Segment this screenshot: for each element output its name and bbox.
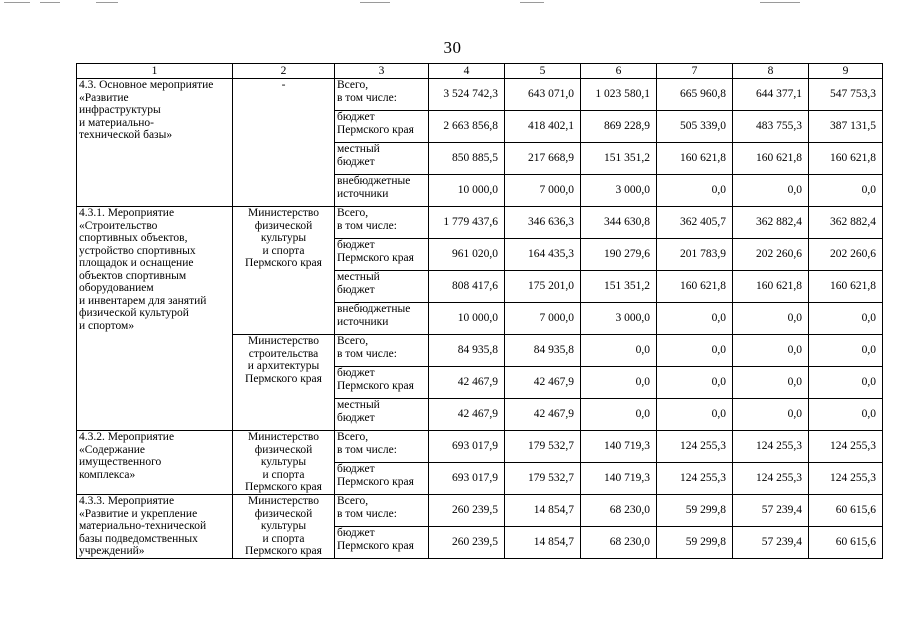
amount-cell: 14 854,7: [505, 527, 581, 559]
funding-source-line: местный: [337, 271, 380, 283]
amount-cell: 643 071,0: [505, 79, 581, 111]
amount-cell: 57 239,4: [733, 495, 809, 527]
amount-cell: 124 255,3: [733, 431, 809, 463]
amount-cell: 1 779 437,6: [429, 207, 505, 239]
column-number-cell: 4: [429, 64, 505, 79]
funding-source-cell: [335, 367, 429, 399]
funding-source-line: в том числе:: [337, 507, 397, 520]
responsible-executor-line: культуры: [260, 520, 307, 532]
funding-source-line: Всего,: [337, 495, 369, 507]
amount-cell: 124 255,3: [733, 463, 809, 495]
funding-source-line: Пермского края: [337, 539, 414, 552]
funding-source-line: в том числе:: [337, 347, 397, 360]
amount-cell: 151 351,2: [581, 271, 657, 303]
scan-top-marks: [0, 0, 905, 6]
responsible-executor-line: Пермского края: [245, 545, 322, 557]
responsible-executor-line: и спорта: [262, 532, 305, 545]
responsible-executor-line: Пермского края: [245, 481, 322, 493]
amount-cell: 362 882,4: [733, 207, 809, 239]
amount-cell: 362 882,4: [809, 207, 883, 239]
amount-cell: 42 467,9: [429, 367, 505, 399]
funding-source-cell: [335, 143, 429, 175]
funding-source-line: Всего,: [337, 431, 369, 443]
activity-name-line: и инвентарем для занятий: [79, 294, 207, 307]
activity-name-cell: [77, 207, 233, 431]
table-row: [77, 207, 883, 239]
amount-cell: 124 255,3: [657, 431, 733, 463]
amount-cell: 217 668,9: [505, 143, 581, 175]
activity-name-line: физической культурой: [79, 307, 189, 319]
funding-source-cell: [335, 303, 429, 335]
amount-cell: 0,0: [809, 175, 883, 207]
funding-source-line: Пермского края: [337, 475, 414, 488]
amount-cell: 346 636,3: [505, 207, 581, 239]
funding-source-cell: [335, 111, 429, 143]
amount-cell: 0,0: [657, 335, 733, 367]
amount-cell: 151 351,2: [581, 143, 657, 175]
funding-source-cell: [335, 175, 429, 207]
activity-name-cell: [77, 431, 233, 495]
amount-cell: 7 000,0: [505, 303, 581, 335]
amount-cell: 0,0: [809, 367, 883, 399]
amount-cell: 0,0: [657, 399, 733, 431]
amount-cell: 0,0: [581, 399, 657, 431]
table-row: [77, 495, 883, 527]
activity-name-line: площадок и оснащение: [79, 257, 194, 269]
funding-source-line: бюджет: [337, 155, 375, 168]
funding-source-cell: [335, 399, 429, 431]
funding-source-line: бюджет: [337, 527, 375, 539]
amount-cell: 124 255,3: [809, 463, 883, 495]
activity-name-line: спортивных объектов,: [79, 232, 188, 244]
amount-cell: 3 524 742,3: [429, 79, 505, 111]
funding-source-line: бюджет: [337, 111, 375, 123]
amount-cell: 68 230,0: [581, 495, 657, 527]
amount-cell: 202 260,6: [733, 239, 809, 271]
amount-cell: 160 621,8: [809, 143, 883, 175]
amount-cell: 14 854,7: [505, 495, 581, 527]
amount-cell: 0,0: [657, 367, 733, 399]
amount-cell: 175 201,0: [505, 271, 581, 303]
funding-source-cell: [335, 335, 429, 367]
activity-name-line: комплекса»: [79, 468, 136, 481]
funding-source-line: бюджет: [337, 411, 375, 424]
amount-cell: 0,0: [733, 303, 809, 335]
responsible-executor-line: -: [281, 79, 286, 91]
activity-name-line: имущественного: [79, 456, 162, 468]
column-number-cell: 8: [733, 64, 809, 79]
amount-cell: 505 339,0: [657, 111, 733, 143]
activity-name-line: устройство спортивных: [79, 244, 196, 257]
page-number: 30: [443, 38, 462, 57]
amount-cell: 0,0: [733, 175, 809, 207]
responsible-executor-line: Министерство: [248, 207, 319, 219]
funding-source-cell: [335, 463, 429, 495]
amount-cell: 42 467,9: [429, 399, 505, 431]
activity-name-line: 4.3. Основное мероприятие: [79, 79, 214, 91]
funding-source-line: бюджет: [337, 367, 375, 379]
responsible-executor-line: и архитектуры: [247, 360, 320, 372]
responsible-executor-line: Министерство: [248, 335, 319, 347]
responsible-executor-line: Пермского края: [245, 372, 322, 385]
funding-source-line: Всего,: [337, 335, 369, 347]
activity-name-cell: [77, 79, 233, 207]
amount-cell: 693 017,9: [429, 431, 505, 463]
funding-source-line: местный: [337, 399, 380, 411]
amount-cell: 0,0: [657, 303, 733, 335]
funding-source-line: в том числе:: [337, 219, 397, 232]
responsible-executor-cell: [233, 335, 335, 431]
activity-name-line: технической базы»: [79, 129, 173, 141]
amount-cell: 869 228,9: [581, 111, 657, 143]
amount-cell: 2 663 856,8: [429, 111, 505, 143]
amount-cell: 850 885,5: [429, 143, 505, 175]
activity-name-line: 4.3.3. Мероприятие: [79, 495, 175, 507]
activity-name-line: 4.3.1. Мероприятие: [79, 207, 175, 219]
amount-cell: 0,0: [581, 367, 657, 399]
amount-cell: 60 615,6: [809, 527, 883, 559]
funding-source-line: бюджет: [337, 283, 375, 296]
amount-cell: 59 299,8: [657, 495, 733, 527]
amount-cell: 0,0: [733, 367, 809, 399]
column-number-cell: 3: [335, 64, 429, 79]
activity-name-line: 4.3.2. Мероприятие: [79, 431, 175, 443]
funding-source-cell: [335, 271, 429, 303]
amount-cell: 124 255,3: [657, 463, 733, 495]
amount-cell: 7 000,0: [505, 175, 581, 207]
funding-source-line: внебюджетные: [337, 303, 411, 315]
amount-cell: 179 532,7: [505, 463, 581, 495]
amount-cell: 160 621,8: [809, 271, 883, 303]
amount-cell: 344 630,8: [581, 207, 657, 239]
responsible-executor-line: культуры: [260, 456, 307, 468]
funding-source-line: внебюджетные: [337, 175, 411, 187]
column-number-cell: 2: [233, 64, 335, 79]
responsible-executor-line: физической: [254, 443, 313, 456]
amount-cell: 160 621,8: [733, 271, 809, 303]
table-row: [77, 431, 883, 463]
amount-cell: 140 719,3: [581, 463, 657, 495]
column-number-cell: 7: [657, 64, 733, 79]
responsible-executor-line: и спорта: [262, 244, 305, 257]
amount-cell: 160 621,8: [657, 271, 733, 303]
responsible-executor-cell: [233, 79, 335, 207]
activity-name-line: объектов спортивным: [79, 269, 187, 282]
amount-cell: 665 960,8: [657, 79, 733, 111]
amount-cell: 84 935,8: [429, 335, 505, 367]
activity-name-line: базы подведомственных: [79, 532, 198, 545]
activity-name-line: «Строительство: [79, 219, 158, 232]
amount-cell: 202 260,6: [809, 239, 883, 271]
amount-cell: 59 299,8: [657, 527, 733, 559]
amount-cell: 140 719,3: [581, 431, 657, 463]
responsible-executor-cell: [233, 207, 335, 335]
activity-name-line: «Содержание: [79, 443, 146, 456]
amount-cell: 84 935,8: [505, 335, 581, 367]
amount-cell: 201 783,9: [657, 239, 733, 271]
funding-source-line: в том числе:: [337, 443, 397, 456]
financing-table: [76, 63, 883, 559]
amount-cell: 10 000,0: [429, 175, 505, 207]
responsible-executor-line: культуры: [260, 232, 307, 244]
amount-cell: 418 402,1: [505, 111, 581, 143]
activity-name-line: учреждений»: [79, 545, 145, 557]
responsible-executor-line: Министерство: [248, 431, 319, 443]
amount-cell: 0,0: [809, 399, 883, 431]
funding-source-line: местный: [337, 143, 380, 155]
activity-name-line: оборудованием: [79, 282, 154, 294]
funding-source-cell: [335, 207, 429, 239]
amount-cell: 42 467,9: [505, 367, 581, 399]
amount-cell: 160 621,8: [657, 143, 733, 175]
funding-source-line: источники: [337, 315, 389, 328]
funding-source-cell: [335, 495, 429, 527]
amount-cell: 160 621,8: [733, 143, 809, 175]
amount-cell: 362 405,7: [657, 207, 733, 239]
responsible-executor-line: Министерство: [248, 495, 319, 507]
amount-cell: 0,0: [733, 399, 809, 431]
activity-name-cell: [77, 495, 233, 559]
amount-cell: 60 615,6: [809, 495, 883, 527]
amount-cell: 0,0: [581, 335, 657, 367]
activity-name-line: инфраструктуры: [79, 104, 161, 116]
activity-name-line: «Развитие: [79, 91, 129, 104]
funding-source-line: Пермского края: [337, 251, 414, 264]
column-number-cell: 9: [809, 64, 883, 79]
amount-cell: 547 753,3: [809, 79, 883, 111]
column-number-cell: 5: [505, 64, 581, 79]
responsible-executor-cell: [233, 431, 335, 495]
amount-cell: 3 000,0: [581, 303, 657, 335]
amount-cell: 179 532,7: [505, 431, 581, 463]
funding-source-cell: [335, 431, 429, 463]
funding-source-line: бюджет: [337, 239, 375, 251]
responsible-executor-line: физической: [254, 507, 313, 520]
funding-source-line: в том числе:: [337, 91, 397, 104]
amount-cell: 10 000,0: [429, 303, 505, 335]
funding-source-line: Всего,: [337, 207, 369, 219]
funding-source-line: Пермского края: [337, 123, 414, 136]
responsible-executor-line: физической: [254, 219, 313, 232]
activity-name-line: и материально-: [79, 116, 154, 129]
responsible-executor-line: строительства: [248, 347, 319, 360]
column-number-cell: 1: [77, 64, 233, 79]
table-header-row: [77, 64, 883, 79]
amount-cell: 260 239,5: [429, 527, 505, 559]
amount-cell: 260 239,5: [429, 495, 505, 527]
funding-source-line: Пермского края: [337, 379, 414, 392]
amount-cell: 0,0: [809, 335, 883, 367]
amount-cell: 1 023 580,1: [581, 79, 657, 111]
funding-source-cell: [335, 239, 429, 271]
amount-cell: 0,0: [809, 303, 883, 335]
amount-cell: 190 279,6: [581, 239, 657, 271]
funding-source-cell: [335, 527, 429, 559]
funding-source-line: источники: [337, 187, 389, 200]
amount-cell: 124 255,3: [809, 431, 883, 463]
amount-cell: 164 435,3: [505, 239, 581, 271]
funding-source-cell: [335, 79, 429, 111]
table-row: [77, 79, 883, 111]
amount-cell: 0,0: [733, 335, 809, 367]
column-number-cell: 6: [581, 64, 657, 79]
amount-cell: 3 000,0: [581, 175, 657, 207]
amount-cell: 693 017,9: [429, 463, 505, 495]
activity-name-line: материально-технической: [79, 520, 207, 532]
responsible-executor-line: и спорта: [262, 468, 305, 481]
amount-cell: 42 467,9: [505, 399, 581, 431]
amount-cell: 0,0: [657, 175, 733, 207]
amount-cell: 483 755,3: [733, 111, 809, 143]
activity-name-line: «Развитие и укрепление: [79, 507, 198, 520]
activity-name-line: и спортом»: [79, 319, 135, 332]
amount-cell: 808 417,6: [429, 271, 505, 303]
amount-cell: 644 377,1: [733, 79, 809, 111]
amount-cell: 387 131,5: [809, 111, 883, 143]
funding-source-line: Всего,: [337, 79, 369, 91]
amount-cell: 57 239,4: [733, 527, 809, 559]
amount-cell: 961 020,0: [429, 239, 505, 271]
funding-source-line: бюджет: [337, 463, 375, 475]
amount-cell: 68 230,0: [581, 527, 657, 559]
responsible-executor-line: Пермского края: [245, 257, 322, 269]
responsible-executor-cell: [233, 495, 335, 559]
